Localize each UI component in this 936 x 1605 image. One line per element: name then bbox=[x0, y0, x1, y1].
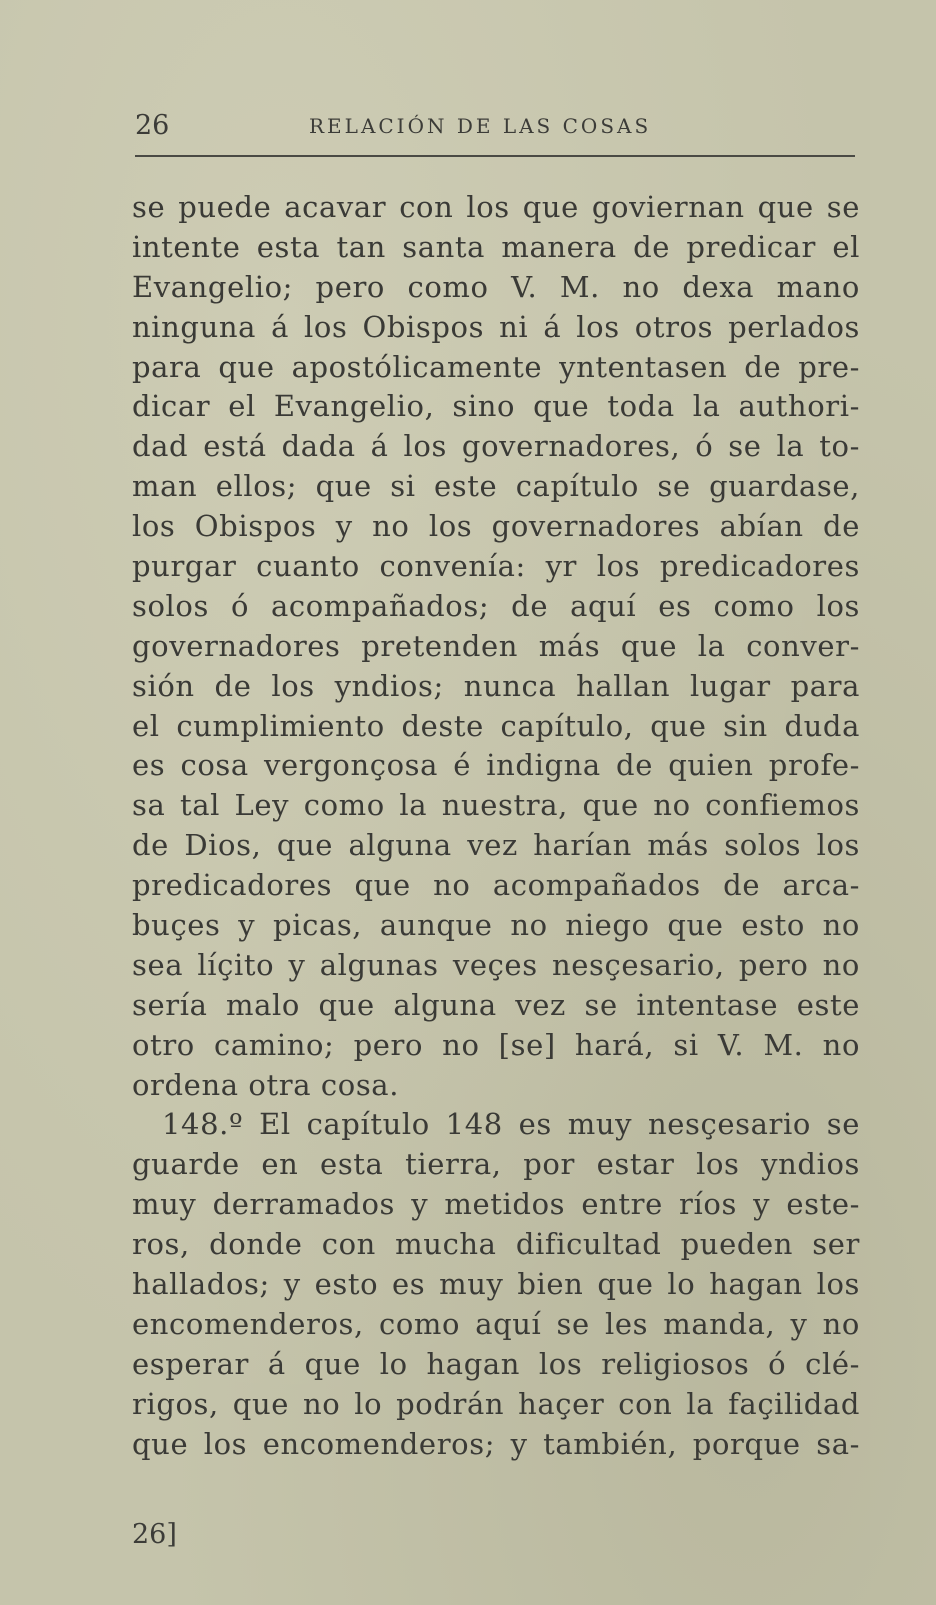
text-line: los Obispos y no los governadores abían de bbox=[132, 509, 860, 544]
text-line: ordena otra cosa. bbox=[132, 1067, 400, 1102]
text-line: para que apostólicamente yntentasen de pre- bbox=[132, 349, 860, 384]
text-line: sea líçito y algunas veçes nesçesario, pero no bbox=[132, 947, 860, 982]
text-line: encomenderos, como aquí se les manda, y no bbox=[132, 1306, 860, 1341]
header-rule bbox=[135, 155, 855, 157]
text-line: solos ó acompañados; de aquí es como los bbox=[132, 588, 860, 623]
text-line: esperar á que lo hagan los religiosos ó clé- bbox=[132, 1346, 860, 1381]
text-line: sión de los yndios; nunca hallan lugar para bbox=[132, 668, 860, 703]
page-number: 26 bbox=[135, 110, 170, 141]
text-line: rigos, que no lo podrán haçer con la façilidad bbox=[132, 1386, 860, 1421]
paragraph-start-line: 148.º El capítulo 148 es muy nesçesario se bbox=[162, 1107, 860, 1142]
text-line: Evangelio; pero como V. M. no dexa mano bbox=[132, 269, 860, 304]
text-line: que los encomenderos; y también, porque sa- bbox=[132, 1426, 860, 1461]
text-line: otro camino; pero no [se] hará, si V. M. no bbox=[132, 1027, 860, 1062]
page-header bbox=[135, 106, 855, 146]
text-line: man ellos; que si este capítulo se guardase, bbox=[132, 469, 860, 504]
text-line: ninguna á los Obispos ni á los otros perlados bbox=[132, 309, 860, 344]
text-line: ros, donde con mucha dificultad pueden ser bbox=[132, 1227, 860, 1262]
running-head: RELACIÓN DE LAS COSAS bbox=[309, 114, 652, 138]
text-line: guarde en esta tierra, por estar los yndios bbox=[132, 1147, 860, 1182]
text-line: dicar el Evangelio, sino que toda la authori- bbox=[132, 389, 860, 424]
body-text bbox=[132, 188, 860, 1465]
text-line: intente esta tan santa manera de predicar el bbox=[132, 229, 860, 264]
text-line: muy derramados y metidos entre ríos y este- bbox=[132, 1187, 860, 1222]
text-line: buçes y picas, aunque no niego que esto no bbox=[132, 908, 860, 943]
text-line: sería malo que alguna vez se intentase este bbox=[132, 987, 860, 1022]
text-line: sa tal Ley como la nuestra, que no confiemos bbox=[132, 788, 860, 823]
text-line: predicadores que no acompañados de arca- bbox=[132, 868, 860, 903]
text-line: el cumplimiento deste capítulo, que sin duda bbox=[132, 708, 860, 743]
text-line: purgar cuanto convenía: yr los predicadores bbox=[132, 549, 860, 584]
text-line: governadores pretenden más que la conver- bbox=[132, 628, 860, 663]
signature-mark: 26] bbox=[132, 1519, 177, 1550]
text-line: dad está dada á los governadores, ó se la to- bbox=[132, 429, 860, 464]
text-line: se puede acavar con los que goviernan que se bbox=[132, 190, 860, 224]
text-line: es cosa vergonçosa é indigna de quien profe- bbox=[132, 748, 860, 783]
text-line: hallados; y esto es muy bien que lo hagan los bbox=[132, 1267, 860, 1302]
text-line: de Dios, que alguna vez harían más solos los bbox=[132, 828, 860, 863]
